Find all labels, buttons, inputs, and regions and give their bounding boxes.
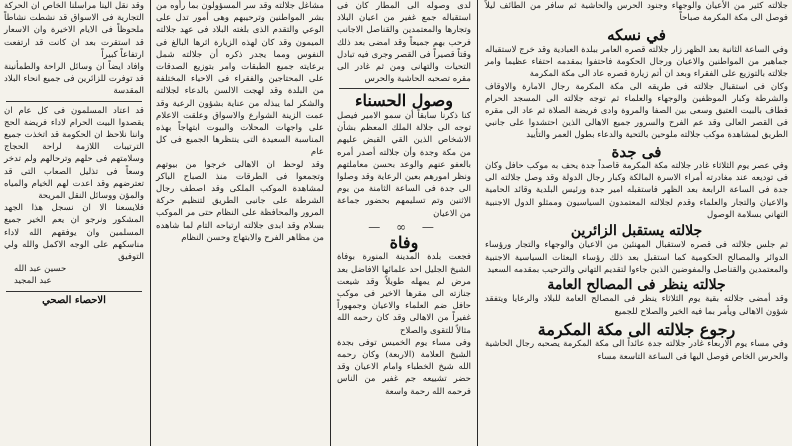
col2-heading-1: وصول الحسناء: [355, 91, 453, 111]
column-2: [333, 0, 475, 446]
col1-para-1: وفي الساعة الثانية بعد الظهر زار جلالته قصره العامر ببلدة العبادية وقد خرج لاستقباله جماهير من المواطنين والاعيان ورجال الحكومة فاحتفوا بمقدمه احتفاء عظيما وامر جلالته بالتوزيع على الفقراء وبعد ان أتم زيارة قصره عاد الى مكة المكرمة: [485, 44, 788, 80]
col1-para-4: ثم جلس جلالته فى قصره لاستقبال المهنئين من الاعيان والوجهاء والتجار ورؤساء الدوائر والمصالح الحكومية كما استقبل بعد ذلك رؤساء البعثات السياسية الاجنبية والمعتمدين والقناصل والمفوضين الذين جاءوا لتقديم التهاني والترحيب بمقدمه السعيد: [485, 240, 788, 275]
col1-heading-4: جلالته ينظر فى المصالح العامة: [547, 277, 726, 294]
column-3: [152, 0, 328, 446]
column-divider-2: [330, 0, 331, 446]
column-1: [481, 0, 792, 446]
col1-heading-2: فى جدة: [611, 142, 662, 161]
col1-top: جلالته كثير من الأعيان والوجهاء وجنود الحرس والحاشية ثم سافر من الطائف ليلاً فوصل الى مكة المكرمة صباحاً: [485, 1, 788, 24]
col4-para-4: فلايسعنا الا ان نسجل هذا الجهد المشكور ونرجو ان يعم الخير جميع المسلمين وان يوفقهم الله لاداء مناسكهم على الوجه الاكمل والله ولي التوفيق: [4, 203, 144, 263]
col3-para-2: وقد لوحظ ان الاهالى خرجوا من بيوتهم وتجمعوا فى الطرقات منذ الصباح الباكر لمشاهدة الموكب الملكى وقد اصطف رجال الشرطة على جانبى الطريق لتنظيم حركة المرور والمحافظة على النظام حتى مر الموكب بسلام وقد ابدى جلالته ارتياحه التام لما شاهده من مظاهر الفرح والابتهاج وحسن النظام: [156, 159, 324, 243]
col3-para-1: مشاغل جلالته وقد سر المسؤولون بما رأوه من بشر المواطنين وترحيبهم وهى أمور تدل على الوعي والتقدم الذى بلغته البلاد فى عهد جلالته الميمون وقد كان لهذه الزيارة اثرها البالغ فى النفوس ومما يجدر ذكره أن جلالته شمل برعايته جميع الطبقات وامر بتوزيع الصدقات على المحتاجين والفقراء فى الاحياء المختلفة من البلدة وقد لهجت الالسن بالدعاء لجلالته والشكر لما يبذله من عناية بشؤون الرعية وقد عمت الزينة الشوارع والاسواق وعلقت الاعلام على واجهات المحلات والبيوت ابتهاجاً بهذه المناسبة السعيدة التى ينتظرها الجميع فى كل عام: [156, 1, 324, 158]
col1-heading-3: جلالته يستقبل الزائرين: [570, 223, 703, 240]
col1-heading-1: في نسكه: [607, 26, 666, 45]
col2-separator-1: [339, 88, 469, 89]
col1-para-3: وفي عصر يوم الثلاثاء غادر جلالته مكة المكرمة قاصداً جدة يحف به موكب حافل وكان فى توديعه عند مغادرته أمراء الاسرة المالكة وكبار رجال الدولة وقد وصل جلالته الى جدة فى الساعة الرابعة بعد الظهر فاستقبله امير جدة ورئيس البلدية وقائد الحامية والاعيان والتجار والعلماء وقدم لجلالته المعتمدون السياسيون وممثلو الدول الاجنبية التهاني بسلامة الوصول: [485, 161, 788, 220]
col1-heading-5: رجوع جلالته الى مكة المكرمة: [537, 319, 736, 339]
col4-footer-heading: الاحصاء الصحي: [42, 294, 106, 306]
col2-heading-2: وفاة: [389, 232, 419, 252]
column-4: [0, 0, 148, 446]
column-divider-3: [150, 0, 151, 446]
col1-para-5: وقد أمضى جلالته بقية يوم الثلاثاء ينظر فى المصالح العامة للبلاد والرعايا ويتفقد شؤون الاهالى ويأمر بما فيه الخير والصلاح للجميع: [485, 294, 788, 317]
col2-para-2: كنا ذكرنا سابقاً أن سمو الامير فيصل توجه الى جلالة الملك المعظم بشأن الاشخاص الذين القي القبض عليهم من مكة وجدة وأن جلالته أصدر أمره بالعفو عنهم والوعد بحسن معاملتهم ونظر امورهم بعين الرعاية وقد وصلوا الى جدة فى الساعة الثامنة من يوم الاثنين وتم تسليمهم بحضور جماعة من الاعيان: [337, 111, 471, 219]
col2-para-4: وفى مساء يوم الخميس توفى بجدة الشيخ العلامة (الاربعة) وكان رحمه الله شيخ الخطباء وامام الاعيان وقد حضر تشييعه جم غفير من الناس فرحمه الله رحمة واسعة: [337, 337, 471, 397]
col2-ornament: — ∞ —: [368, 219, 440, 234]
col1-para-6: وفي مساء يوم الاربعاء غادر جلالته جدة عائداً الى مكة المكرمة يصحبه رجال الحاشية والحرس الخاص فوصل اليها فى الساعة التاسعة مساء: [485, 339, 788, 362]
col4-signature-1: حسين عبد الله: [14, 264, 67, 275]
col2-para-1: لدى وصوله الى المطار كان فى استقباله جمع غفير من اعيان البلاد وتجارها والمعتمدين والقناصل الاجانب فرحب بهم جميعاً وقد امضى بعد ذلك وقتاً قصيراً فى القصر وجرى فيه تبادل التحيات والتهانى ومن ثم غادر الى مقره تصحبه الحاشية والحرس: [337, 1, 471, 85]
col4-para-2: وافاد ايضاً ان وسائل الراحة والطمأنينة قد توفرت للزائرين فى جميع انحاء البلاد المقدسة: [4, 62, 144, 97]
column-divider-1: [477, 0, 478, 446]
col4-separator-1: [6, 101, 142, 102]
col2-para-3: فجعت بلدة المدينة المنورة بوفاة الشيخ الجليل احد علمائها الافاضل بعد مرض لم يمهله طويلاً وقد شيعت جنازته الى مقرها الاخير فى موكب حافل ضم العلماء والاعيان وجمهوراً غفيراً من الاهالى وقد كان رحمه الله مثالاً للتقوى والصلاح: [337, 252, 471, 336]
col4-separator-2: [6, 291, 142, 292]
col4-para-1: وقد نقل الينا مراسلنا الخاص ان الحركة التجارية فى الاسواق قد نشطت نشاطاً ملحوظاً فى الايام الاخيرة وان الاسعار قد استقرت بعد ان كانت قد ارتفعت ارتفاعاً كبيراً: [4, 1, 144, 60]
col4-para-3: قد اعتاد المسلمون فى كل عام ان يقصدوا البيت الحرام لاداء فريضة الحج واننا نلاحظ ان الحكومة قد اتخذت جميع الترتيبات اللازمة لراحة الحجاج وسلامتهم فى حلهم وترحالهم ولم تدخر وسعاً فى تذليل الصعاب التى قد تعترضهم وقد اعدت لهم الخيام والمياه والمؤن ووسائل النقل المريحة: [4, 105, 144, 202]
col1-para-2: وكان فى استقبال جلالته فى طريقه الى مكة المكرمة رجال الامارة والاوقاف والشرطة وكبار الموظفين والوجهاء والعلماء ثم توجه جلالته الى المسجد الحرام فطاف بالبيت العتيق وسعى بين الصفا والمروة وادى فريضة الصلاة ثم عاد الى مقره فى القصر العالى وقد عم الفرح والسرور جميع الاهالى الذين احتشدوا على جانبي الطريق لمشاهدة موكب جلالته ملوحين بالتحية والدعاء بطول العمر والتأييد: [485, 81, 788, 141]
col4-signature-2: عبد المجيد: [14, 276, 52, 287]
